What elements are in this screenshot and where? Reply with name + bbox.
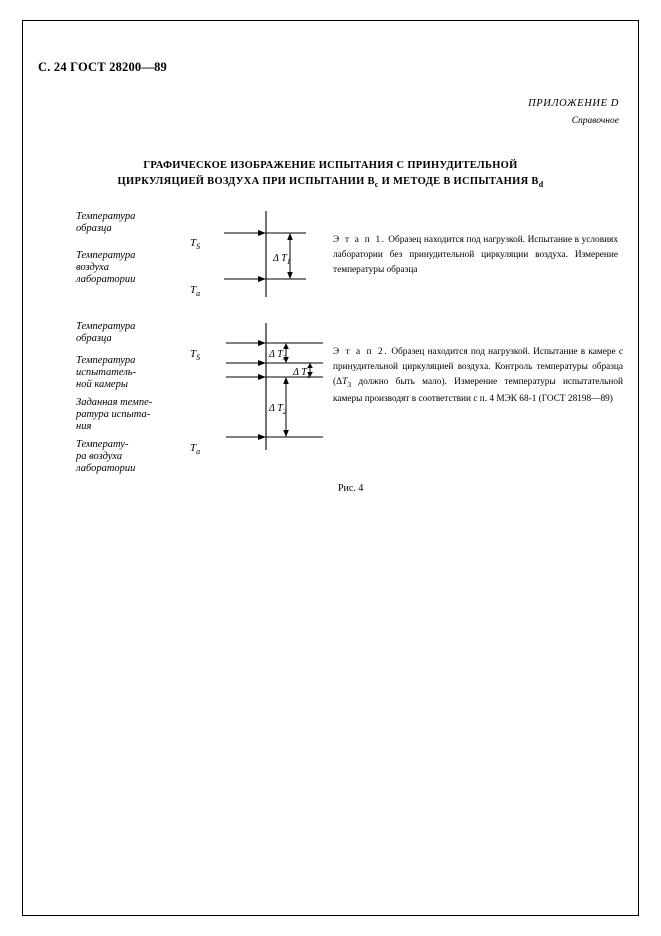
title-line-2	[0, 174, 661, 191]
label-lab-air-3: лаборатории	[76, 463, 136, 474]
stage-1-lead: Э т а п 1.	[333, 235, 386, 245]
stage-2-symbol-sub: 3	[347, 379, 352, 389]
stage-2-description	[333, 345, 623, 407]
symbol-delta-t1-block1: Δ $T_1$	[273, 253, 291, 266]
label-lab-1: лаборатории	[76, 274, 136, 285]
label-air-1: воздуха	[76, 262, 109, 273]
figure-4	[38, 205, 623, 505]
appendix-block	[528, 98, 619, 126]
temperature-diagram	[38, 205, 338, 475]
stage-1-text: Образец находится под нагрузкой. Испытание в условиях лаборатории без принудительной циркуляции воздуха. Измерение температуры образца	[333, 235, 618, 276]
label-temp-sample-1: Температура	[76, 211, 136, 222]
stage-2-lead: Э т а п 2.	[333, 347, 389, 357]
label-temp-chamber: Температура	[76, 355, 136, 366]
stage-2-text-2: должно быть мало). Измерение температуры испытательной камеры производят в соответствии с п. 4 МЭК 68-1 (ГОСТ 28198—89)	[333, 377, 623, 404]
symbol-ta-2: $T_a$	[190, 442, 201, 456]
symbol-delta-t1-block2: Δ $T_1$	[293, 367, 311, 380]
figure-caption: Рис. 4	[338, 483, 364, 494]
stage-2-symbol-t: T	[342, 377, 348, 388]
title-line-1: ГРАФИЧЕСКОЕ ИЗОБРАЖЕНИЕ ИСПЫТАНИЯ С ПРИНУДИТЕЛЬНОЙ	[143, 160, 518, 171]
title-sub-d: d	[538, 180, 544, 190]
standard-number: ГОСТ 28200—89	[70, 60, 167, 74]
symbol-ts-1: $T_S$	[190, 237, 201, 251]
symbol-delta-t3: Δ $T_3$	[269, 349, 287, 362]
label-lab-air-2: ра воздуха	[76, 451, 123, 462]
title-sub-c: c	[374, 180, 379, 190]
label-chamber-2: ной камеры	[76, 379, 128, 390]
label-set-temp-1: Заданная темпе-	[76, 397, 153, 408]
page-header	[38, 60, 167, 75]
page-title	[0, 158, 661, 192]
page-number: С. 24	[38, 60, 67, 74]
label-sample-2: образца	[76, 333, 112, 344]
symbol-ts-2: $T_S$	[190, 348, 201, 362]
stage-2-text-1: Образец находится под нагрузкой. Испытание в камере с принудительной циркуляцией воздуха. Контроль температуры образца (Δ	[333, 347, 623, 388]
label-set-temp-2: ратура испыта-	[76, 409, 151, 420]
symbol-delta-t2: Δ $T_2$	[269, 403, 287, 416]
stage-1-description	[333, 233, 618, 278]
label-lab-air-1: Температу-	[76, 439, 129, 450]
label-sample-1: образца	[76, 223, 112, 234]
label-temp-air-1: Температура	[76, 250, 136, 261]
symbol-ta-1: $T_a$	[190, 284, 201, 298]
label-temp-sample-2: Температура	[76, 321, 136, 332]
title-line-2-part-2: И МЕТОДЕ В ИСПЫТАНИЯ B	[378, 176, 539, 188]
appendix-title: ПРИЛОЖЕНИЕ D	[528, 98, 619, 109]
label-chamber-1: испытатель-	[76, 367, 137, 378]
appendix-subtitle: Справочное	[571, 116, 619, 126]
title-line-2-part-1: ЦИРКУЛЯЦИЕЙ ВОЗДУХА ПРИ ИСПЫТАНИИ B	[117, 176, 375, 188]
label-set-temp-3: ния	[76, 421, 92, 432]
